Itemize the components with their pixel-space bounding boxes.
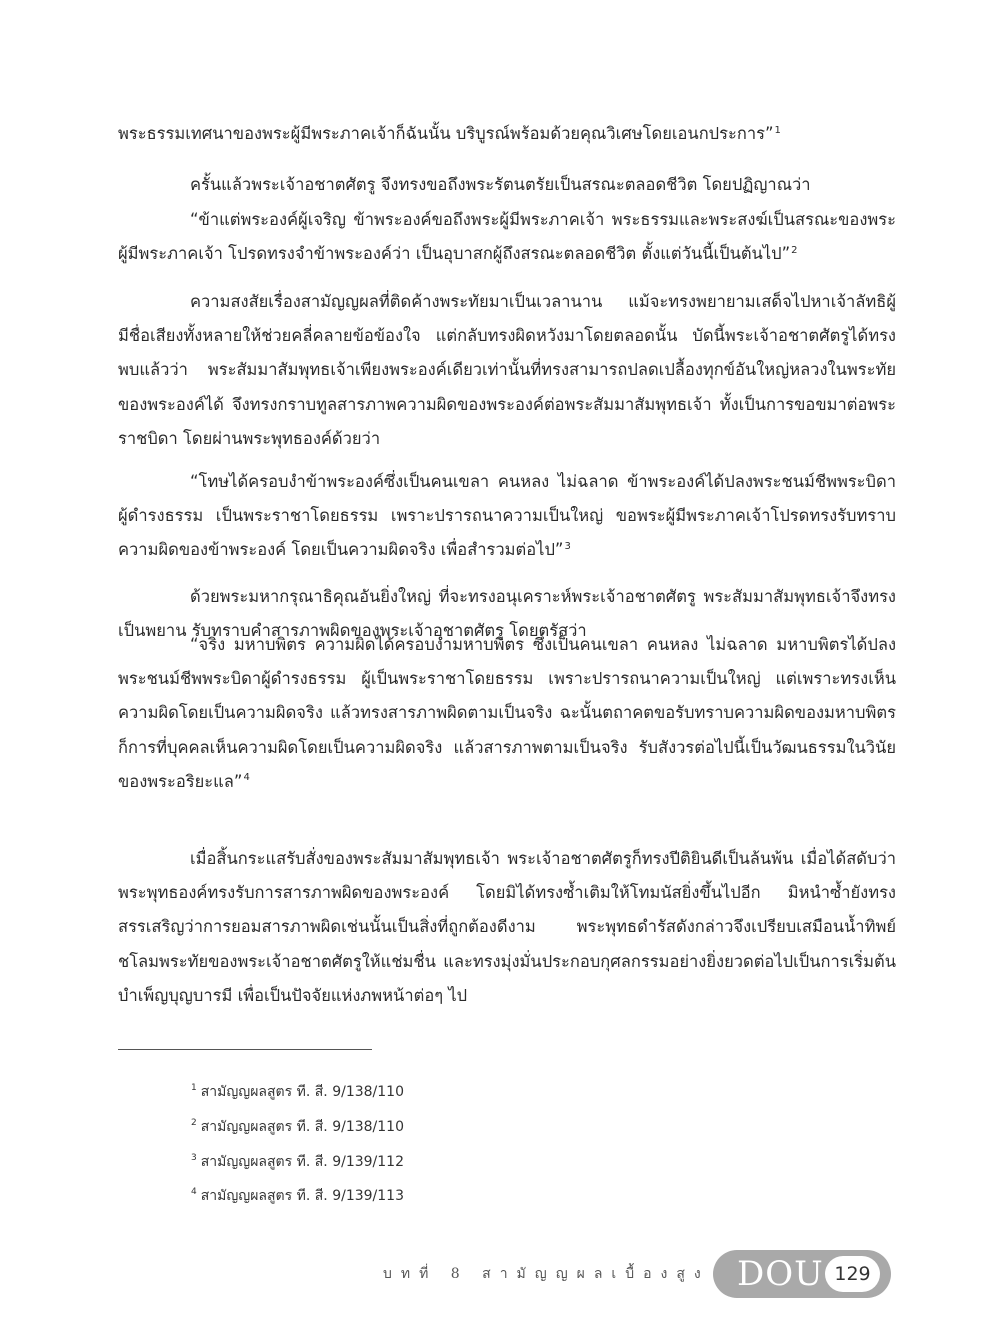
footnote-1-number: 1 [191, 1083, 197, 1094]
footnote-2-number: 2 [191, 1118, 197, 1129]
footnote-ref-1: 1 [774, 124, 781, 136]
paragraph-5 [118, 465, 896, 568]
dou-logo: DOU [737, 1254, 824, 1294]
paragraph-3-text: “ข้าแต่พระองค์ผู้เจริญ ข้าพระองค์ขอถึงพระผู้มีพระภาคเจ้า พระธรรมและพระสงฆ์เป็นสรณะของพระผู้มีพระภาคเจ้า โปรดทรงจำข้าพระองค์ว่า เป็นอุบาสกผู้ถึงสรณะตลอดชีวิต ตั้งแต่วันนี้เป็นต้นไป” [118, 210, 896, 264]
paragraph-8-text: เมื่อสิ้นกระแสรับสั่งของพระสัมมาสัมพุทธเจ้า พระเจ้าอชาตศัตรูก็ทรงปีติยินดีเป็นล้นพ้น เมื่อได้สดับว่าพระพุทธองค์ทรงรับการสารภาพผิดของพระองค์ โดยมิได้ทรงซ้ำเติมให้โทมนัสยิ่งขึ้นไปอีก มิหนำซ้ำยังทรงสรรเสริญว่าการยอมสารภาพผิดเช่นนั้นเป็นสิ่งที่ถูกต้องดีงาม พระพุทธดำรัสดังกล่าวจึงเปรียบเสมือนน้ำทิพย์ชโลมพระทัยของพระเจ้าอชาตศัตรูให้แช่มชื่น และทรงมุ่งมั่นประกอบกุศลกรรมอย่างยิ่งยวดต่อไปเป็นการเริ่มต้นบำเพ็ญบุญบารมี เพื่อเป็นปัจจัยแห่งภพหน้าต่อๆ ไป [118, 849, 896, 1005]
footnote-2-text: สามัญญผลสูตร ที. สี. 9/138/110 [200, 1119, 404, 1135]
footnote-4-number: 4 [191, 1187, 197, 1198]
footnote-ref-3: 3 [564, 540, 571, 552]
footnote-ref-2: 2 [791, 244, 798, 256]
paragraph-2-text: ครั้นแล้วพระเจ้าอชาตศัตรู จึงทรงขอถึงพระรัตนตรัยเป็นสรณะตลอดชีวิต โดยปฏิญาณว่า [190, 175, 811, 194]
footnote-ref-4: 4 [243, 772, 250, 784]
chapter-title: บทที่ 8 สามัญญผลเบื้องสูง [383, 1266, 710, 1282]
footnote-4 [190, 1187, 404, 1205]
footnote-divider [118, 1049, 372, 1050]
footnote-3 [190, 1153, 404, 1171]
footnote-1 [190, 1083, 404, 1101]
paragraph-3 [118, 203, 896, 271]
footnote-3-text: สามัญญผลสูตร ที. สี. 9/139/112 [200, 1154, 404, 1170]
paragraph-1-text: พระธรรมเทศนาของพระผู้มีพระภาคเจ้าก็ฉันนั้น บริบูรณ์พร้อมด้วยคุณวิเศษโดยเอนกประการ” [118, 124, 774, 143]
footnote-4-text: สามัญญผลสูตร ที. สี. 9/139/113 [200, 1188, 404, 1204]
paragraph-4-text: ความสงสัยเรื่องสามัญญผลที่ติดค้างพระทัยมาเป็นเวลานาน แม้จะทรงพยายามเสด็จไปหาเจ้าลัทธิผู้มีชื่อเสียงทั้งหลายให้ช่วยคลี่คลายข้อข้องใจ แต่กลับทรงผิดหวังมาโดยตลอดนั้น บัดนี้พระเจ้าอชาตศัตรูได้ทรงพบแล้วว่า พระสัมมาสัมพุทธเจ้าเพียงพระองค์เดียวเท่านั้นที่ทรงสามารถปลดเปลื้องทุกข์อันใหญ่หลวงในพระทัยของพระองค์ได้ จึงทรงกราบทูลสารภาพความผิดของพระองค์ต่อพระสัมมาสัมพุทธเจ้า ทั้งเป็นการขอขมาต่อพระราชบิดา โดยผ่านพระพุทธองค์ด้วยว่า [118, 292, 896, 448]
footnote-2 [190, 1118, 404, 1136]
paragraph-5-text: “โทษได้ครอบงำข้าพระองค์ซึ่งเป็นคนเขลา คนหลง ไม่ฉลาด ข้าพระองค์ได้ปลงพระชนม์ชีพพระบิดา ผู้ดำรงธรรม เป็นพระราชาโดยธรรม เพราะปรารถนาความเป็นใหญ่ ขอพระผู้มีพระภาคเจ้าโปรดทรงรับทราบความผิดของข้าพระองค์ โดยเป็นความผิดจริง เพื่อสำรวมต่อไป” [118, 472, 896, 560]
footnote-3-number: 3 [191, 1153, 197, 1164]
paragraph-8 [118, 842, 896, 1013]
page-number: 129 [825, 1256, 880, 1292]
paragraph-4 [118, 285, 896, 456]
paragraph-7-text: “จริง มหาบพิตร ความผิดได้ครอบงำมหาบพิตร ซึ่งเป็นคนเขลา คนหลง ไม่ฉลาด มหาบพิตรได้ปลงพระชนม์ชีพพระบิดาผู้ดำรงธรรม ผู้เป็นพระราชาโดยธรรม เพราะปรารถนาความเป็นใหญ่ แต่เพราะทรงเห็นความผิดโดยเป็นความผิดจริง แล้วทรงสารภาพผิดตามเป็นจริง ฉะนั้นตถาคตขอรับทราบความผิดของมหาบพิตร ก็การที่บุคคลเห็นความผิดโดยเป็นความผิดจริง แล้วสารภาพตามเป็นจริง รับสังวรต่อไปนี้เป็นวัฒนธรรมในวินัยของพระอริยะแล” [118, 635, 896, 791]
paragraph-1 [118, 117, 896, 151]
paragraph-6-text: ด้วยพระมหากรุณาธิคุณอันยิ่งใหญ่ ที่จะทรงอนุเคราะห์พระเจ้าอชาตศัตรู พระสัมมาสัมพุทธเจ้าจึงทรงเป็นพยาน รับทราบคำสารภาพผิดของพระเจ้าอชาตศัตรู โดยตรัสว่า [118, 587, 896, 641]
paragraph-2 [118, 168, 896, 202]
paragraph-7 [118, 628, 896, 799]
footnote-1-text: สามัญญผลสูตร ที. สี. 9/138/110 [200, 1084, 404, 1100]
page-badge [713, 1250, 891, 1298]
